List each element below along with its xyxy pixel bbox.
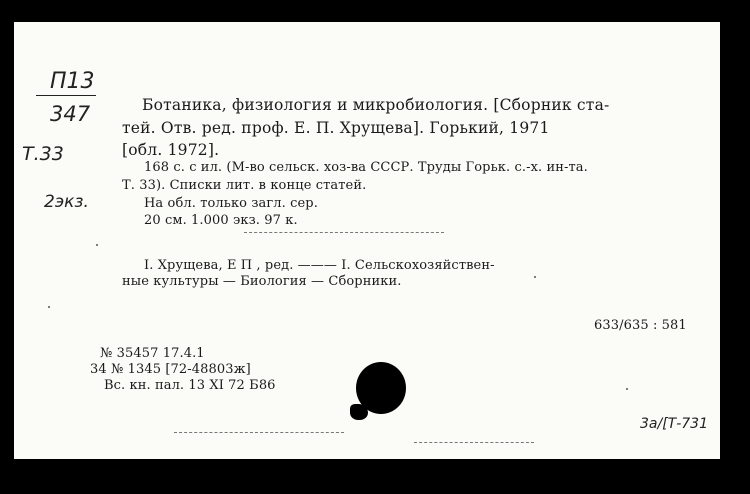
shelf-mark-top: П13 (50, 69, 95, 94)
scan-speck (534, 276, 536, 278)
details-line-1: 168 с. с ил. (М-во сельск. хоз-ва СССР. Труды Горьк. с.-х. ин-та. (144, 160, 588, 175)
accession-line-2: 34 № 1345 [72-48803ж] (90, 362, 251, 377)
title-line-3: [обл. 1972]. (122, 141, 220, 159)
scan-speck (48, 306, 50, 308)
ink-blot-drip (350, 404, 368, 420)
title-line-2: тей. Отв. ред. проф. Е. П. Хрущева]. Горький, 1971 (122, 119, 550, 137)
catalog-card (14, 22, 720, 459)
tracing-line-2: ные культуры — Биология — Сборники. (122, 274, 402, 289)
copies-note: 2экз. (44, 192, 89, 212)
scan-speck (626, 388, 628, 390)
scan-artifact (244, 232, 444, 233)
volume-note: Т.33 (22, 143, 64, 165)
details-line-3: На обл. только загл. сер. (144, 196, 318, 211)
tracing-line-1: I. Хрущева, Е П , ред. ——— I. Сельскохозяйствен- (144, 258, 495, 273)
scan-speck (96, 244, 98, 246)
accession-line-1: № 35457 17.4.1 (100, 346, 205, 361)
shelf-mark-divider (36, 95, 96, 96)
details-line-4: 20 см. 1.000 экз. 97 к. (144, 213, 298, 228)
title-line-1: Ботаника, физиология и микробиология. [Сборник ста- (142, 96, 610, 114)
accession-line-3: Вс. кн. пал. 13 XI 72 Б86 (104, 378, 276, 393)
corner-handwriting: 3a/[Т-731 (640, 416, 708, 432)
scan-artifact (414, 442, 534, 443)
scan-artifact (174, 432, 344, 433)
shelf-mark-bottom: 347 (50, 102, 91, 126)
details-line-2: Т. 33). Списки лит. в конце статей. (122, 178, 367, 193)
classification-number: 633/635 : 581 (594, 318, 687, 333)
